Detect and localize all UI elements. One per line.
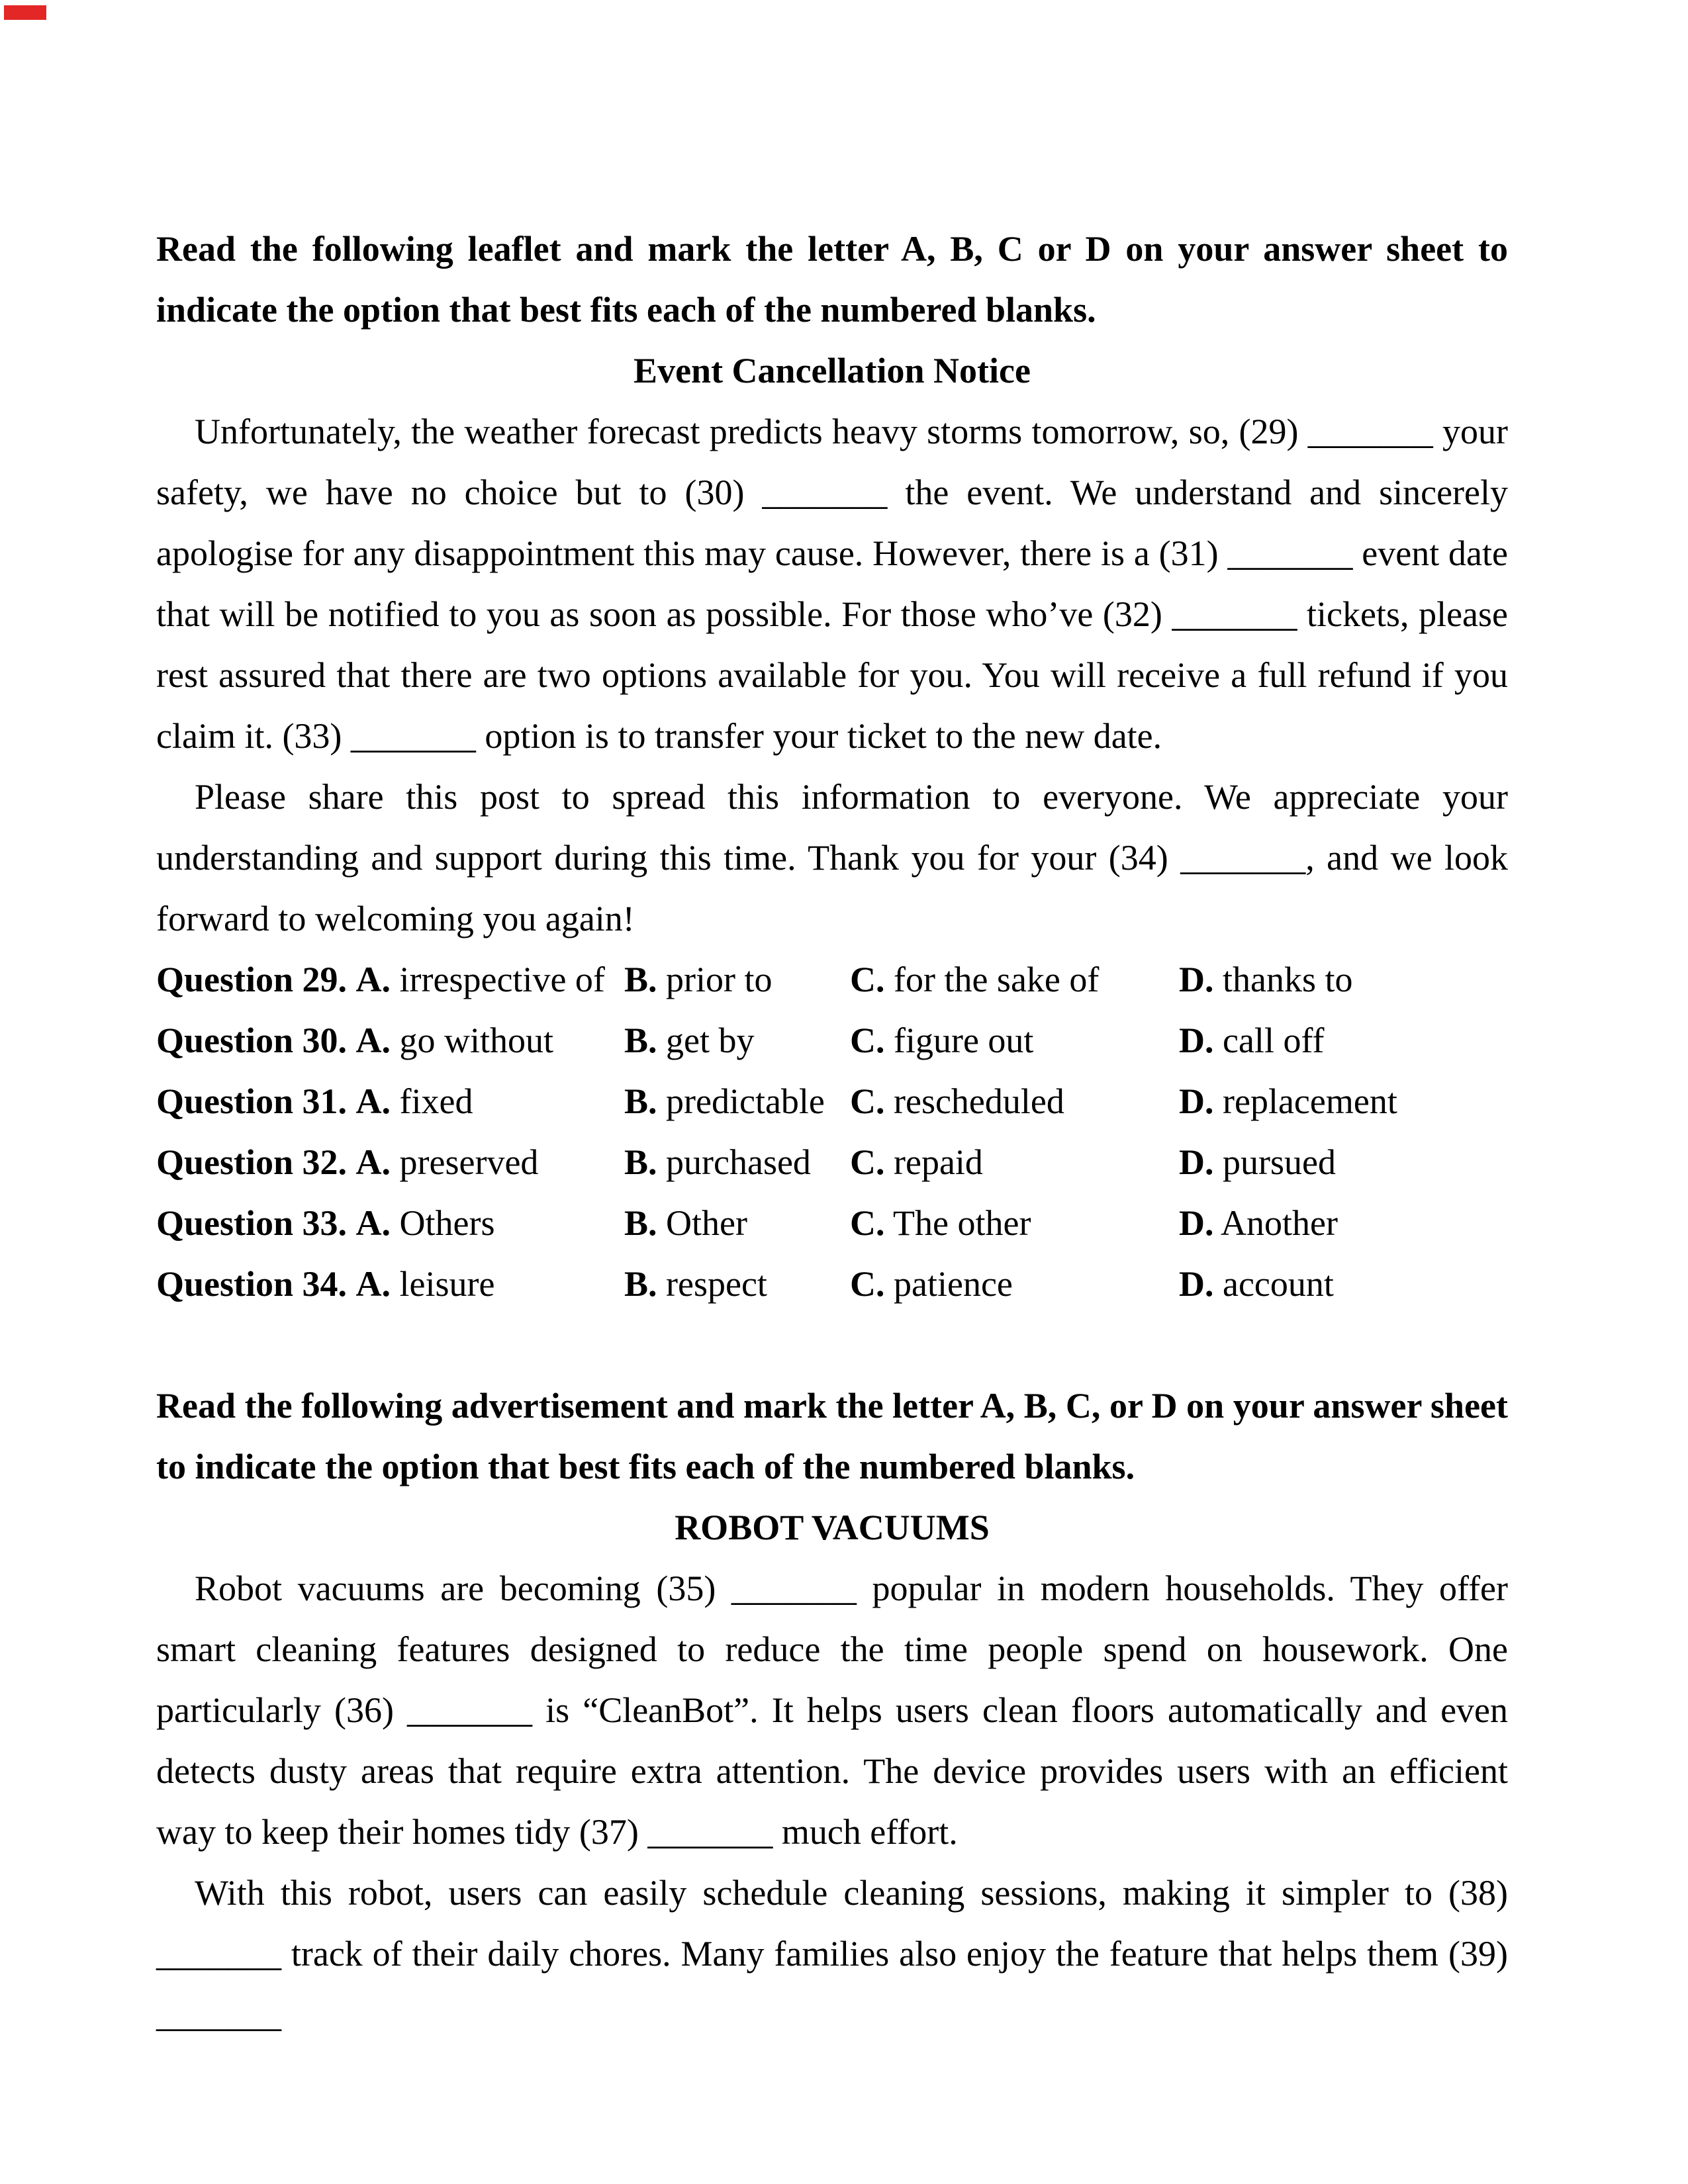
scan-artifact-mark xyxy=(4,5,46,20)
option-letter: D. xyxy=(1179,1142,1214,1182)
question-29-option-a xyxy=(156,949,624,1010)
option-letter: A. xyxy=(355,1142,391,1182)
option-text: account xyxy=(1223,1264,1334,1304)
option-letter: A. xyxy=(355,960,391,999)
option-letter: B. xyxy=(624,1264,657,1304)
option-letter: A. xyxy=(355,1021,391,1060)
question-31-option-d xyxy=(1179,1071,1508,1132)
section-leaflet xyxy=(156,218,1508,1314)
option-text: purchased xyxy=(666,1142,811,1182)
question-row-34 xyxy=(156,1253,1508,1314)
option-text: irrespective of xyxy=(399,960,605,999)
option-letter: C. xyxy=(850,1081,885,1121)
question-32-option-d xyxy=(1179,1132,1508,1193)
question-31-option-c xyxy=(850,1071,1179,1132)
question-29-option-c xyxy=(850,949,1179,1010)
option-text: Others xyxy=(399,1203,495,1243)
option-text: thanks to xyxy=(1223,960,1353,999)
question-33-option-d xyxy=(1179,1193,1508,1253)
question-row-32 xyxy=(156,1132,1508,1193)
question-29-option-d xyxy=(1179,949,1508,1010)
option-text: preserved xyxy=(399,1142,539,1182)
question-number: Question 30. xyxy=(156,1021,348,1060)
question-31-option-b xyxy=(624,1071,850,1132)
advertisement-instruction: Read the following advertisement and mark the letter A, B, C, or D on your answer sheet to indicate the option that best fits each of the numbered blanks. xyxy=(156,1386,1508,1486)
question-34-option-a xyxy=(156,1253,624,1314)
question-row-33 xyxy=(156,1193,1508,1253)
option-letter: C. xyxy=(850,1203,885,1243)
question-29-option-b xyxy=(624,949,850,1010)
option-text: get by xyxy=(666,1021,755,1060)
option-letter: C. xyxy=(850,1021,885,1060)
question-number: Question 32. xyxy=(156,1142,348,1182)
option-letter: D. xyxy=(1179,1264,1214,1304)
question-30-option-c xyxy=(850,1010,1179,1071)
question-33-option-b xyxy=(624,1193,850,1253)
question-34-option-c xyxy=(850,1253,1179,1314)
question-row-29 xyxy=(156,949,1508,1010)
option-letter: A. xyxy=(355,1203,391,1243)
option-letter: D. xyxy=(1179,1021,1214,1060)
question-30-option-d xyxy=(1179,1010,1508,1071)
option-letter: D. xyxy=(1179,1203,1214,1243)
option-text: figure out xyxy=(894,1021,1034,1060)
option-text: for the sake of xyxy=(894,960,1100,999)
option-text: repaid xyxy=(894,1142,983,1182)
question-34-option-d xyxy=(1179,1253,1508,1314)
option-letter: B. xyxy=(624,1203,657,1243)
leaflet-paragraph-2: Please share this post to spread this information to everyone. We appreciate your understanding and support during this time. Thank you for your (34) _______, and we look forward to welcoming you again! xyxy=(156,777,1508,938)
question-32-option-c xyxy=(850,1132,1179,1193)
option-text: rescheduled xyxy=(894,1081,1064,1121)
option-text: pursued xyxy=(1223,1142,1336,1182)
option-text: The other xyxy=(893,1203,1031,1243)
question-32-option-b xyxy=(624,1132,850,1193)
option-letter: D. xyxy=(1179,1081,1214,1121)
option-text: call off xyxy=(1223,1021,1325,1060)
option-letter: A. xyxy=(355,1081,391,1121)
question-number: Question 34. xyxy=(156,1264,348,1304)
option-letter: B. xyxy=(624,960,657,999)
option-letter: A. xyxy=(355,1264,391,1304)
option-letter: B. xyxy=(624,1021,657,1060)
leaflet-paragraph-1: Unfortunately, the weather forecast predicts heavy storms tomorrow, so, (29) _______ your safety, we have no choice but to (30) _______ the event. We understand and sincerely apologise for any disappointment this may cause. However, there is a (31) _______ event date that will be notified to you as soon as possible. For those who’ve (32) _______ tickets, please rest assured that there are two options available for you. You will receive a full refund if you claim it. (33) _______ option is to transfer your ticket to the new date. xyxy=(156,412,1508,756)
option-text: replacement xyxy=(1223,1081,1397,1121)
question-30-option-b xyxy=(624,1010,850,1071)
question-33-option-c xyxy=(850,1193,1179,1253)
question-number: Question 33. xyxy=(156,1203,348,1243)
option-letter: C. xyxy=(850,960,885,999)
advertisement-paragraph-2: With this robot, users can easily schedule cleaning sessions, making it simpler to (38) _______ track of their daily chores. Many families also enjoy the feature that helps them (39) _______ xyxy=(156,1873,1508,2034)
option-text: patience xyxy=(894,1264,1013,1304)
option-letter: D. xyxy=(1179,960,1214,999)
option-text: fixed xyxy=(399,1081,473,1121)
option-text: go without xyxy=(399,1021,554,1060)
question-30-option-a xyxy=(156,1010,624,1071)
question-row-31 xyxy=(156,1071,1508,1132)
question-34-option-b xyxy=(624,1253,850,1314)
question-number: Question 31. xyxy=(156,1081,348,1121)
advertisement-title: ROBOT VACUUMS xyxy=(675,1508,990,1547)
option-text: respect xyxy=(666,1264,767,1304)
option-text: prior to xyxy=(666,960,773,999)
question-number: Question 29. xyxy=(156,960,348,999)
advertisement-paragraph-1: Robot vacuums are becoming (35) _______ popular in modern households. They offer smart cleaning features designed to reduce the time people spend on housework. One particularly (36) _______ is “CleanBot”. It helps users clean floors automatically and even detects dusty areas that require extra attention. The device provides users with an efficient way to keep their homes tidy (37) _______ much effort. xyxy=(156,1569,1508,1852)
option-letter: B. xyxy=(624,1142,657,1182)
question-block xyxy=(156,949,1508,1314)
leaflet-instruction: Read the following leaflet and mark the letter A, B, C or D on your answer sheet to indicate the option that best fits each of the numbered blanks. xyxy=(156,229,1508,330)
leaflet-title: Event Cancellation Notice xyxy=(633,351,1031,390)
question-row-30 xyxy=(156,1010,1508,1071)
section-advertisement xyxy=(156,1375,1508,2045)
option-text: Other xyxy=(666,1203,747,1243)
question-33-option-a xyxy=(156,1193,624,1253)
option-letter: B. xyxy=(624,1081,657,1121)
option-text: predictable xyxy=(666,1081,825,1121)
question-32-option-a xyxy=(156,1132,624,1193)
option-letter: C. xyxy=(850,1264,885,1304)
question-31-option-a xyxy=(156,1071,624,1132)
option-letter: C. xyxy=(850,1142,885,1182)
option-text: Another xyxy=(1221,1203,1338,1243)
option-text: leisure xyxy=(399,1264,495,1304)
